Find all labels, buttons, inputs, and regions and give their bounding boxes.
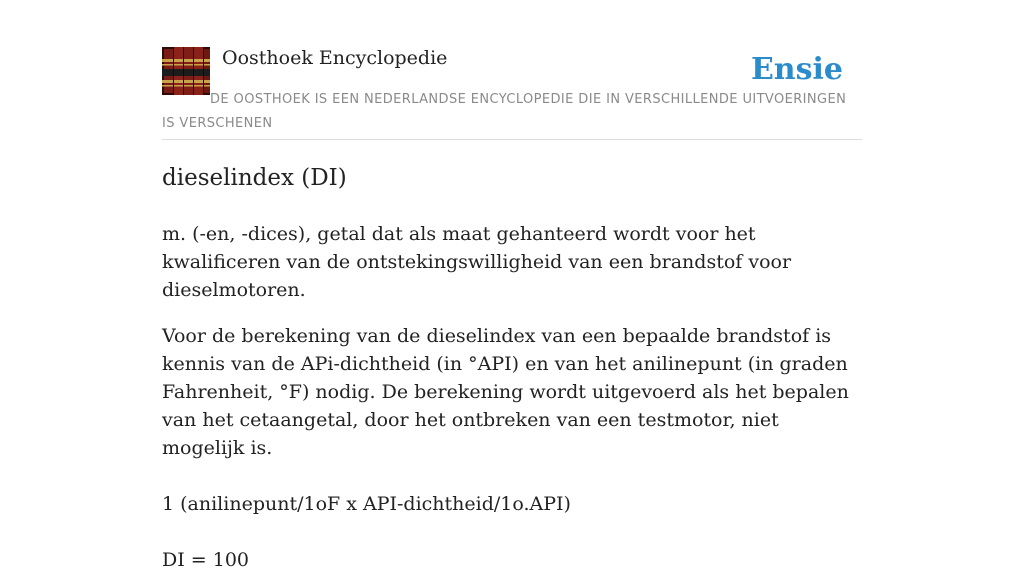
article (162, 160, 862, 574)
article-paragraph: m. (-en, -dices), getal dat als maat gehanteerd wordt voor het kwalificeren van de ontstekingswilligheid van een brandstof voor dieselmotoren. (162, 223, 792, 301)
site-tagline: DE OOSTHOEK IS EEN NEDERLANDSE ENCYCLOPEDIE DIE IN VERSCHILLENDE UITVOERINGEN IS VERSCHENEN (162, 92, 847, 131)
header-divider (162, 139, 862, 140)
site-name[interactable]: Oosthoek Encyclopedie (222, 47, 448, 69)
formula-line: DI = 100 (162, 549, 250, 571)
article-title: dieselindex (DI) (162, 165, 347, 191)
article-paragraph: Voor de berekening van de dieselindex van een bepaalde brandstof is kennis van de APi-dichtheid (in °API) en van het anilinepunt (in graden Fahrenheit, °F) nodig. De berekening wordt uitgevoerd als het bepalen van het cetaangetal, door het ontbreken van een testmotor, niet mogelijk is. (162, 325, 849, 459)
formula-line: 1 (anilinepunt/1oF x API-dichtheid/1o.API) (162, 493, 571, 515)
brand-logo[interactable]: Ensie (750, 52, 843, 87)
